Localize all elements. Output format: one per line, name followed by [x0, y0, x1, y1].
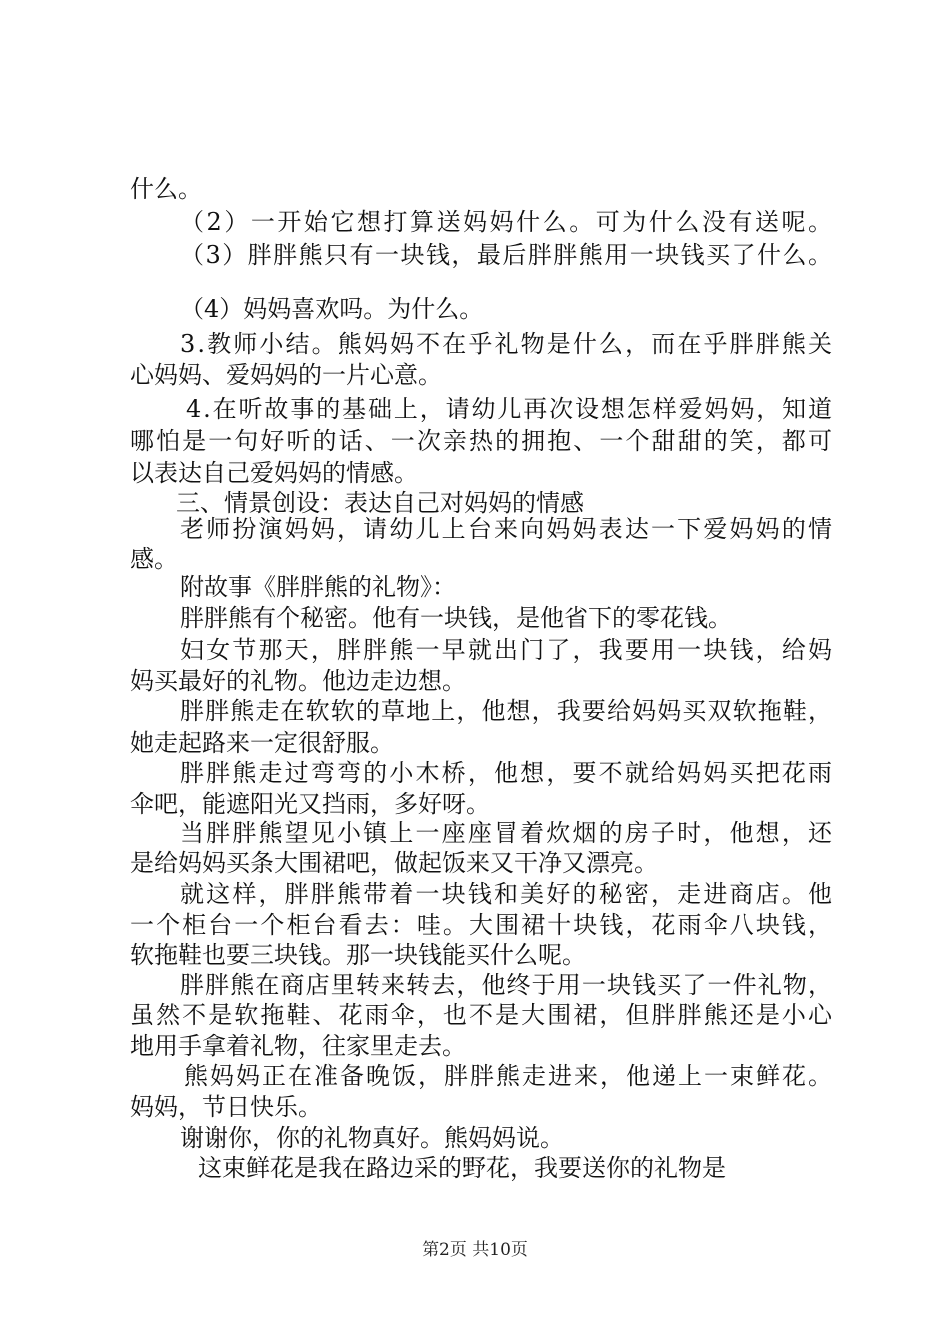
text-line: 胖胖熊走在软软的草地上，他想，我要给妈妈买双软拖鞋， [180, 697, 834, 725]
text-line: 感。 [130, 545, 178, 573]
text-line: 附故事《胖胖熊的礼物》： [180, 573, 456, 601]
text-line: 她走起路来一定很舒服。 [130, 729, 394, 757]
text-line: 胖胖熊走过弯弯的小木桥，他想，要不就给妈妈买把花雨 [180, 759, 835, 787]
text-line: 一个柜台一个柜台看去：哇。大围裙十块钱，花雨伞八块钱， [130, 911, 835, 939]
text-line: 老师扮演妈妈，请幼儿上台来向妈妈表达一下爱妈妈的情 [180, 515, 835, 543]
text-line: 3.教师小结。熊妈妈不在乎礼物是什么，而在乎胖胖熊关 [180, 330, 835, 358]
text-line: （2）一开始它想打算送妈妈什么。可为什么没有送呢。 [180, 208, 835, 236]
text-line: 谢谢你，你的礼物真好。熊妈妈说。 [180, 1124, 564, 1152]
text-line: 就这样，胖胖熊带着一块钱和美好的秘密，走进商店。他 [180, 880, 835, 908]
text-line: 熊妈妈正在准备晚饭，胖胖熊走进来，他递上一束鲜花。 [184, 1062, 834, 1090]
text-line: 心妈妈、爱妈妈的一片心意。 [130, 361, 442, 389]
text-line: 以表达自己爱妈妈的情感。 [130, 459, 418, 487]
text-line: 当胖胖熊望见小镇上一座座冒着炊烟的房子时，他想，还 [180, 819, 835, 847]
text-line: 三、情景创设：表达自己对妈妈的情感 [176, 489, 584, 517]
text-line: （4）妈妈喜欢吗。为什么。 [180, 295, 484, 323]
text-line: 胖胖熊在商店里转来转去，他终于用一块钱买了一件礼物， [180, 971, 834, 999]
text-line: 妇女节那天，胖胖熊一早就出门了，我要用一块钱，给妈 [180, 636, 835, 664]
text-line: 妈妈，节日快乐。 [130, 1093, 322, 1121]
text-line: 什么。 [130, 175, 202, 203]
text-line: 是给妈妈买条大围裙吧，做起饭来又干净又漂亮。 [130, 849, 658, 877]
text-line: 哪怕是一句好听的话、一次亲热的拥抱、一个甜甜的笑，都可 [130, 427, 835, 455]
page-footer: 第2页 共10页 [422, 1240, 528, 1260]
text-line: 这束鲜花是我在路边采的野花，我要送你的礼物是 [198, 1154, 726, 1182]
text-line: 妈买最好的礼物。他边走边想。 [130, 667, 466, 695]
text-line: 软拖鞋也要三块钱。那一块钱能买什么呢。 [130, 941, 586, 969]
text-line: 4.在听故事的基础上，请幼儿再次设想怎样爱妈妈，知道 [186, 395, 834, 423]
text-line: （3）胖胖熊只有一块钱，最后胖胖熊用一块钱买了什么。 [180, 241, 834, 269]
text-line: 胖胖熊有个秘密。他有一块钱，是他省下的零花钱。 [180, 604, 732, 632]
text-line: 虽然不是软拖鞋、花雨伞，也不是大围裙，但胖胖熊还是小心 [130, 1001, 835, 1029]
text-line: 伞吧，能遮阳光又挡雨，多好呀。 [130, 790, 490, 818]
text-line: 地用手拿着礼物，往家里走去。 [130, 1032, 466, 1060]
